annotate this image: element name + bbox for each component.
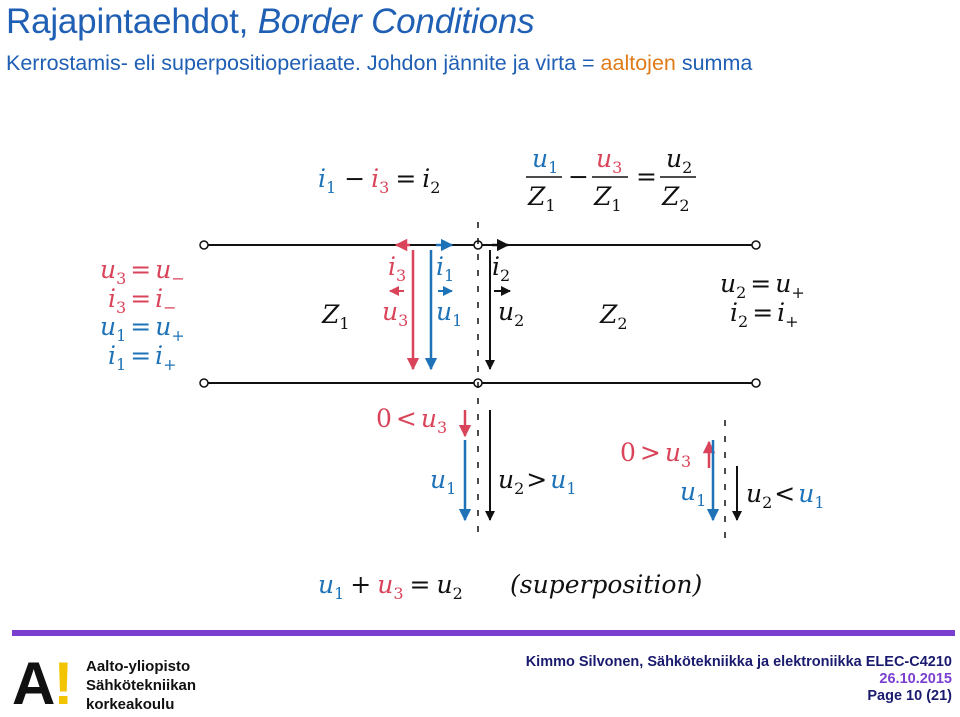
subtitle-main: Kerrostamis- eli superpositioperiaate. Johdon jännite ja virta = [6,51,601,75]
superposition-equation: $u_1 + u_3 = u_2$ [318,570,463,603]
right-boundary-conditions [720,269,805,331]
svg-text:Z1: $Z_1$ [594,182,622,215]
case-left-u1-label: $u_1$ [430,465,457,498]
case-right-condition: $0 > u_3$ [620,438,692,471]
u1-label: $u_1$ [436,297,463,330]
svg-text:i3=i−: $i_3 = i_-$ [108,284,177,317]
footer-author: Kimmo Silvonen, Sähkötekniikka ja elektroniikka ELEC-C4210 [525,654,952,670]
terminal-bottom-right [752,379,760,387]
aalto-logo-icon: A! [12,650,72,717]
case-left [376,404,577,520]
svg-text:−: − [568,162,589,191]
svg-text:i2=i+: $i_2 = i_+$ [730,298,799,331]
left-boundary-conditions [100,255,185,374]
title-finnish: Rajapintaehdot, [6,2,258,41]
logo-line-3: korkeakoulu [86,696,175,713]
footer-page: Page 10 (21) [867,688,952,704]
case-right [620,420,825,540]
svg-text:u2=u+: $u_2 = u_+$ [720,269,805,302]
logo-line-2: Sähkötekniikan [86,677,197,694]
terminal-top-right [752,241,760,249]
case-right-comparison: $u_2< u_1$ [746,479,825,512]
svg-text:i1=i+: $i_1 = i_+$ [108,341,177,374]
footer-divider [12,630,955,636]
footer-date: 26.10.2015 [879,671,952,687]
terminal-top-left [200,241,208,249]
subtitle-accent: aaltojen [600,51,676,75]
svg-text:u1: $u_1$ [532,144,559,177]
footer-info [526,654,952,705]
svg-text:Z2: $Z_2$ [662,182,690,215]
i1-label: $i_1$ [436,252,455,285]
svg-text:Z1: $Z_1$ [528,182,556,215]
case-left-comparison: $u_2> u_1$ [498,465,577,498]
z2-label: $Z_2$ [600,300,628,333]
current-law-equation: $i_1 - i_3 = i_2$ [318,164,441,197]
case-right-u1-label: $u_1$ [680,477,707,510]
title-english: Border Conditions [257,2,535,41]
u2-label: $u_2$ [498,297,525,330]
svg-text:u1=u+: $u_1 = u_+$ [100,312,185,345]
svg-text:=: = [636,162,657,191]
university-name [86,657,196,714]
svg-text:u3: $u_3$ [596,144,623,177]
u3-label: $u_3$ [382,297,409,330]
logo-line-1: Aalto-yliopisto [86,658,191,675]
svg-text:u3=u−: $u_3 = u_-$ [100,255,185,288]
i3-label: $i_3$ [388,252,407,285]
superposition-label: (superposition) [510,570,703,599]
case-left-condition: $0 < u_3$ [376,404,448,437]
voltage-law-equation [526,144,696,215]
terminal-bottom-left [200,379,208,387]
i2-label: $i_2$ [492,252,511,285]
subtitle-end: summa [675,51,753,75]
svg-text:u2: $u_2$ [666,144,693,177]
z1-label: $Z_1$ [322,300,350,333]
